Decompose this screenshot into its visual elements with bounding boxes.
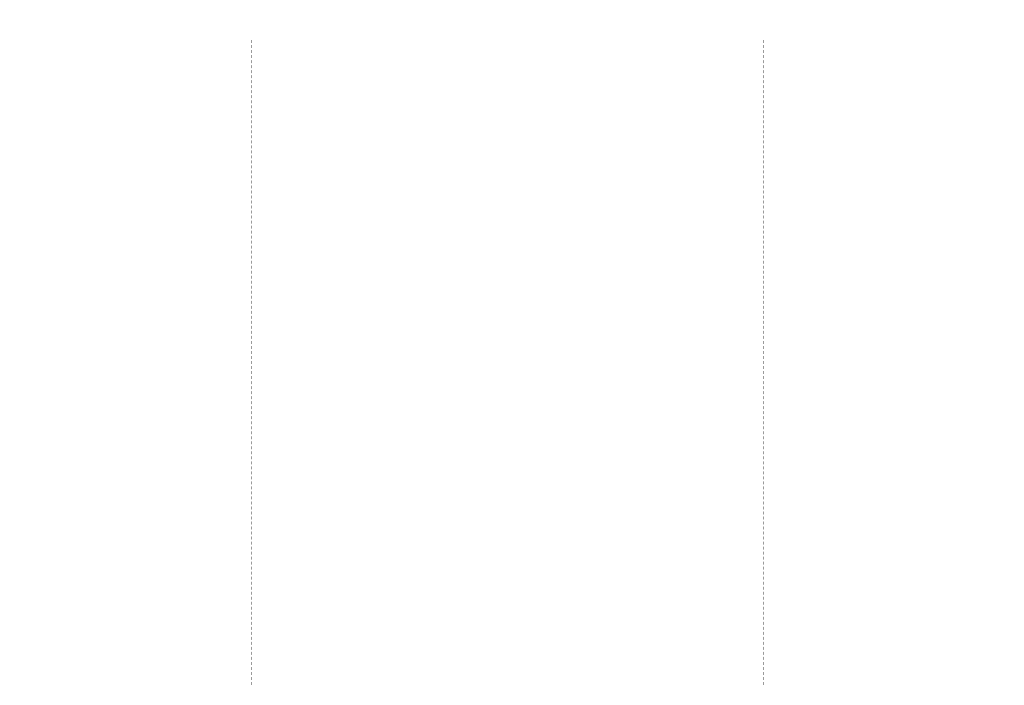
column-2 [263,38,523,697]
column-4 [771,38,1010,697]
column-divider [763,40,764,685]
column-3 [523,38,771,697]
column-divider [251,40,252,685]
column-1 [14,38,263,697]
